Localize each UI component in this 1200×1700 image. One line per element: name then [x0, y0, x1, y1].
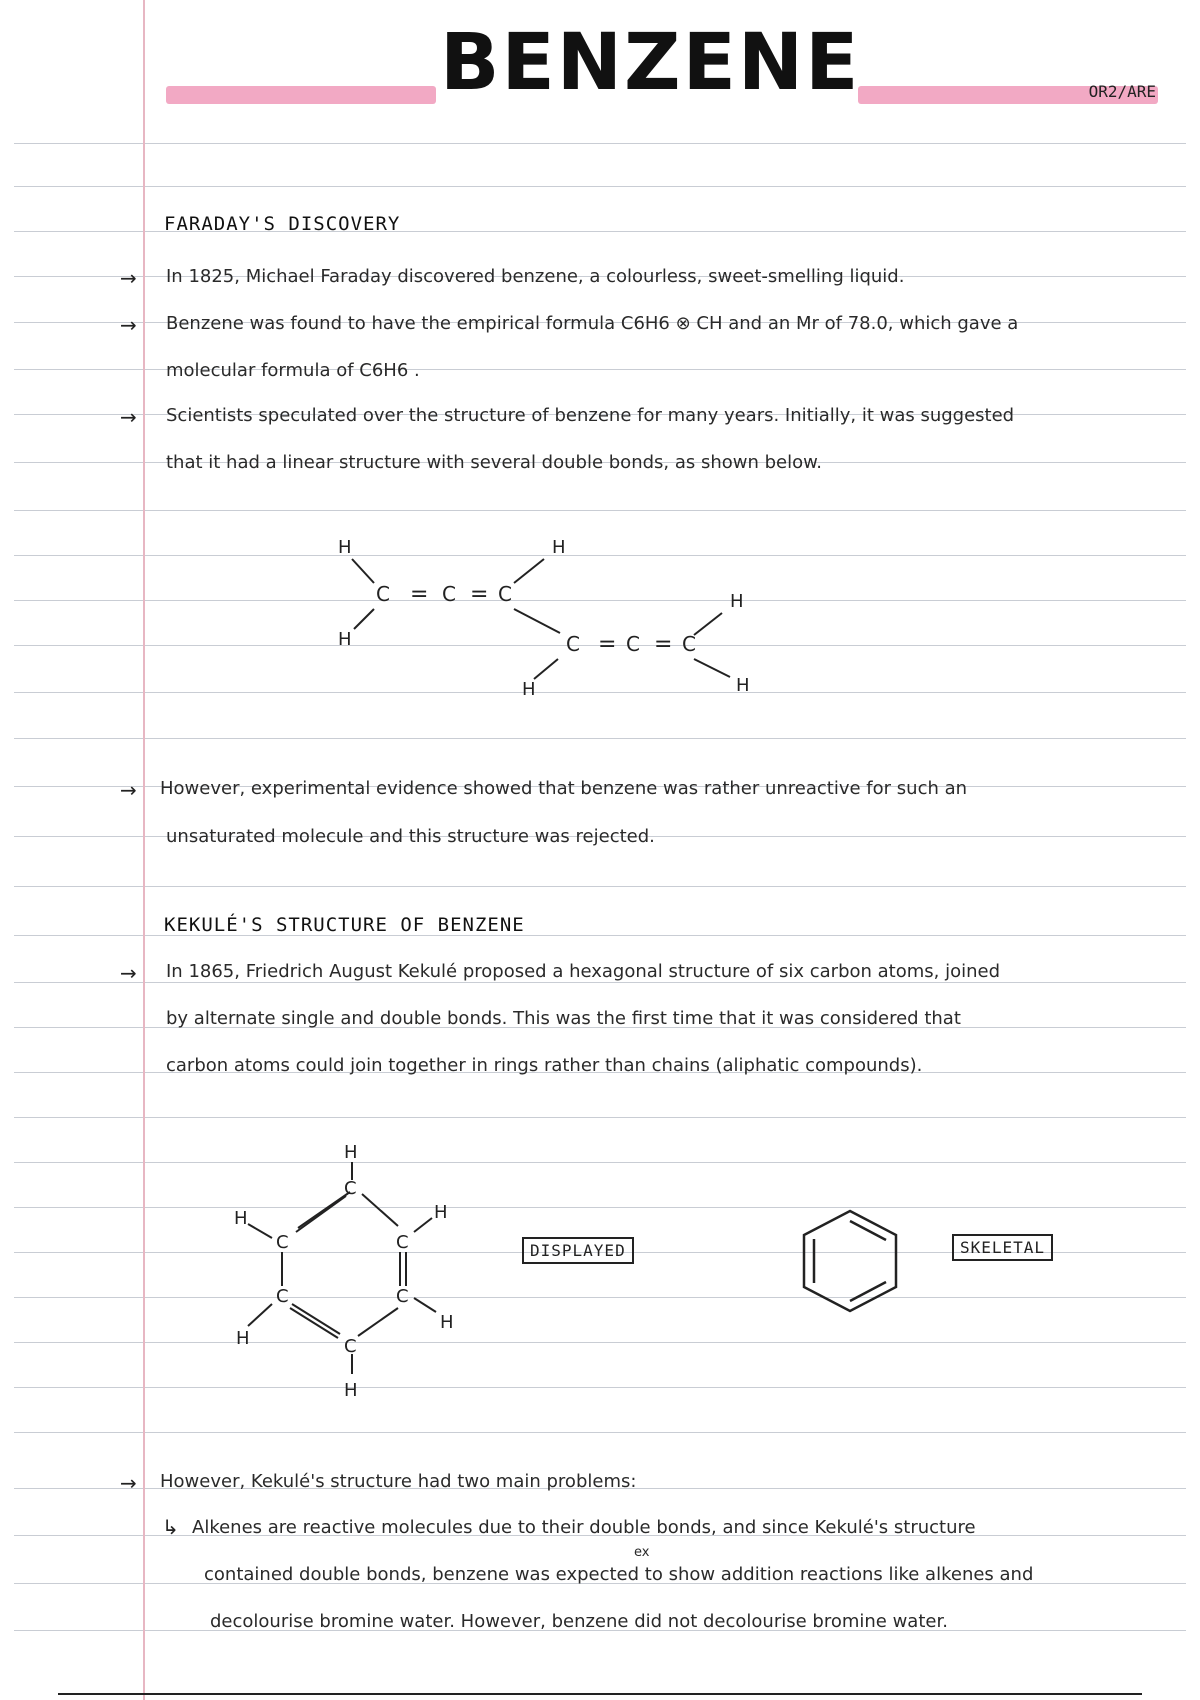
bullet-arrow-icon: →: [120, 778, 137, 802]
ruled-line: [14, 510, 1186, 511]
bullet-arrow-icon: →: [120, 313, 137, 337]
atom-h: H: [338, 537, 352, 558]
faraday-bullet-4-line-1: However, experimental evidence showed that benzene was rather unreactive for such an: [160, 778, 968, 799]
atom-c: C: [498, 582, 512, 606]
kekule-problem-1-line-1: Alkenes are reactive molecules due to their double bonds, and since Kekulé's structure: [192, 1517, 976, 1538]
kekule-problem-1-line-3: decolourise bromine water. However, benzene did not decolourise bromine water.: [210, 1611, 948, 1632]
ruled-line: [14, 143, 1186, 144]
ruled-line: [14, 1297, 1186, 1298]
double-bond: =: [410, 582, 429, 607]
page-bottom-line: [58, 1693, 1142, 1695]
atom-h: H: [440, 1312, 454, 1333]
atom-c: C: [276, 1286, 289, 1307]
atom-h: H: [730, 591, 744, 612]
faraday-bullet-2-line-1: Benzene was found to have the empirical formula C6H6 ⊗ CH and an Mr of 78.0, which gave a: [166, 313, 1019, 334]
bullet-arrow-icon: →: [120, 1471, 137, 1495]
ruled-line: [14, 1432, 1186, 1433]
section-heading-kekule: KEKULÉ'S STRUCTURE OF BENZENE: [164, 914, 525, 936]
kekule-problem-1-line-2: contained double bonds, benzene was expected to show addition reactions like alkenes and: [204, 1564, 1034, 1585]
atom-c: C: [396, 1232, 409, 1253]
bullet-arrow-icon: →: [120, 266, 137, 290]
sub-bullet-icon: ↳: [162, 1515, 179, 1539]
atom-c: C: [344, 1178, 357, 1199]
kekule-bullet-1-line-3: carbon atoms could join together in rings rather than chains (aliphatic compounds).: [166, 1055, 923, 1076]
atom-c: C: [344, 1336, 357, 1357]
atom-c: C: [626, 632, 640, 656]
bullet-arrow-icon: →: [120, 405, 137, 429]
linear-structure-diagram: [320, 525, 790, 705]
atom-h: H: [234, 1208, 248, 1229]
faraday-bullet-4-line-2: unsaturated molecule and this structure was rejected.: [166, 826, 655, 847]
double-bond: =: [654, 632, 673, 657]
displayed-label: DISPLAYED: [522, 1237, 634, 1264]
ring-bonds: [248, 1162, 436, 1374]
ruled-line: [14, 982, 1186, 983]
atom-h: H: [344, 1142, 358, 1163]
skeletal-label: SKELETAL: [952, 1234, 1053, 1261]
atom-h: H: [552, 537, 566, 558]
hexagon-ring: [804, 1211, 896, 1311]
kekule-bullet-1-line-1: In 1865, Friedrich August Kekulé proposed a hexagonal structure of six carbon atoms, joined: [166, 961, 1001, 982]
ruled-line: [14, 1207, 1186, 1208]
margin-line: [143, 0, 145, 1700]
atom-h: H: [522, 679, 536, 700]
atom-h: H: [236, 1328, 250, 1349]
atom-h: H: [344, 1380, 358, 1401]
ruled-line: [14, 1162, 1186, 1163]
kekule-skeletal-structure: [800, 1205, 904, 1317]
atom-h: H: [736, 675, 750, 696]
double-bond: =: [598, 632, 617, 657]
atom-c: C: [376, 582, 390, 606]
atom-c: C: [566, 632, 580, 656]
faraday-bullet-3-line-2: that it had a linear structure with several double bonds, as shown below.: [166, 452, 822, 473]
inner-double-bonds: [814, 1221, 886, 1301]
kekule-bullet-1-line-2: by alternate single and double bonds. This was the first time that it was considered that: [166, 1008, 961, 1029]
bullet-arrow-icon: →: [120, 961, 137, 985]
faraday-bullet-2-line-2: molecular formula of C6H6 .: [166, 360, 420, 381]
ruled-line: [14, 738, 1186, 739]
bond-lines: [352, 559, 730, 679]
page-title: BENZENE: [440, 18, 861, 108]
kekule-displayed-structure: [228, 1128, 488, 1413]
atom-c: C: [442, 582, 456, 606]
title-highlight-left: [166, 86, 436, 104]
section-heading-faraday: FARADAY'S DISCOVERY: [164, 213, 401, 235]
atom-h: H: [338, 629, 352, 650]
double-bond: =: [470, 582, 489, 607]
kekule-problems-intro: However, Kekulé's structure had two main problems:: [160, 1471, 637, 1492]
atom-c: C: [396, 1286, 409, 1307]
faraday-bullet-1: In 1825, Michael Faraday discovered benzene, a colourless, sweet-smelling liquid.: [166, 266, 905, 287]
atom-c: C: [276, 1232, 289, 1253]
kekule-problem-1-superscript: ex: [634, 1545, 650, 1560]
atom-h: H: [434, 1202, 448, 1223]
atom-c: C: [682, 632, 696, 656]
page-tag: OR2/ARE: [1088, 82, 1156, 101]
ruled-line: [14, 186, 1186, 187]
ruled-line: [14, 1117, 1186, 1118]
faraday-bullet-3-line-1: Scientists speculated over the structure of benzene for many years. Initially, it was suggested: [166, 405, 1015, 426]
ruled-line: [14, 1387, 1186, 1388]
ruled-line: [14, 1342, 1186, 1343]
ruled-line: [14, 886, 1186, 887]
